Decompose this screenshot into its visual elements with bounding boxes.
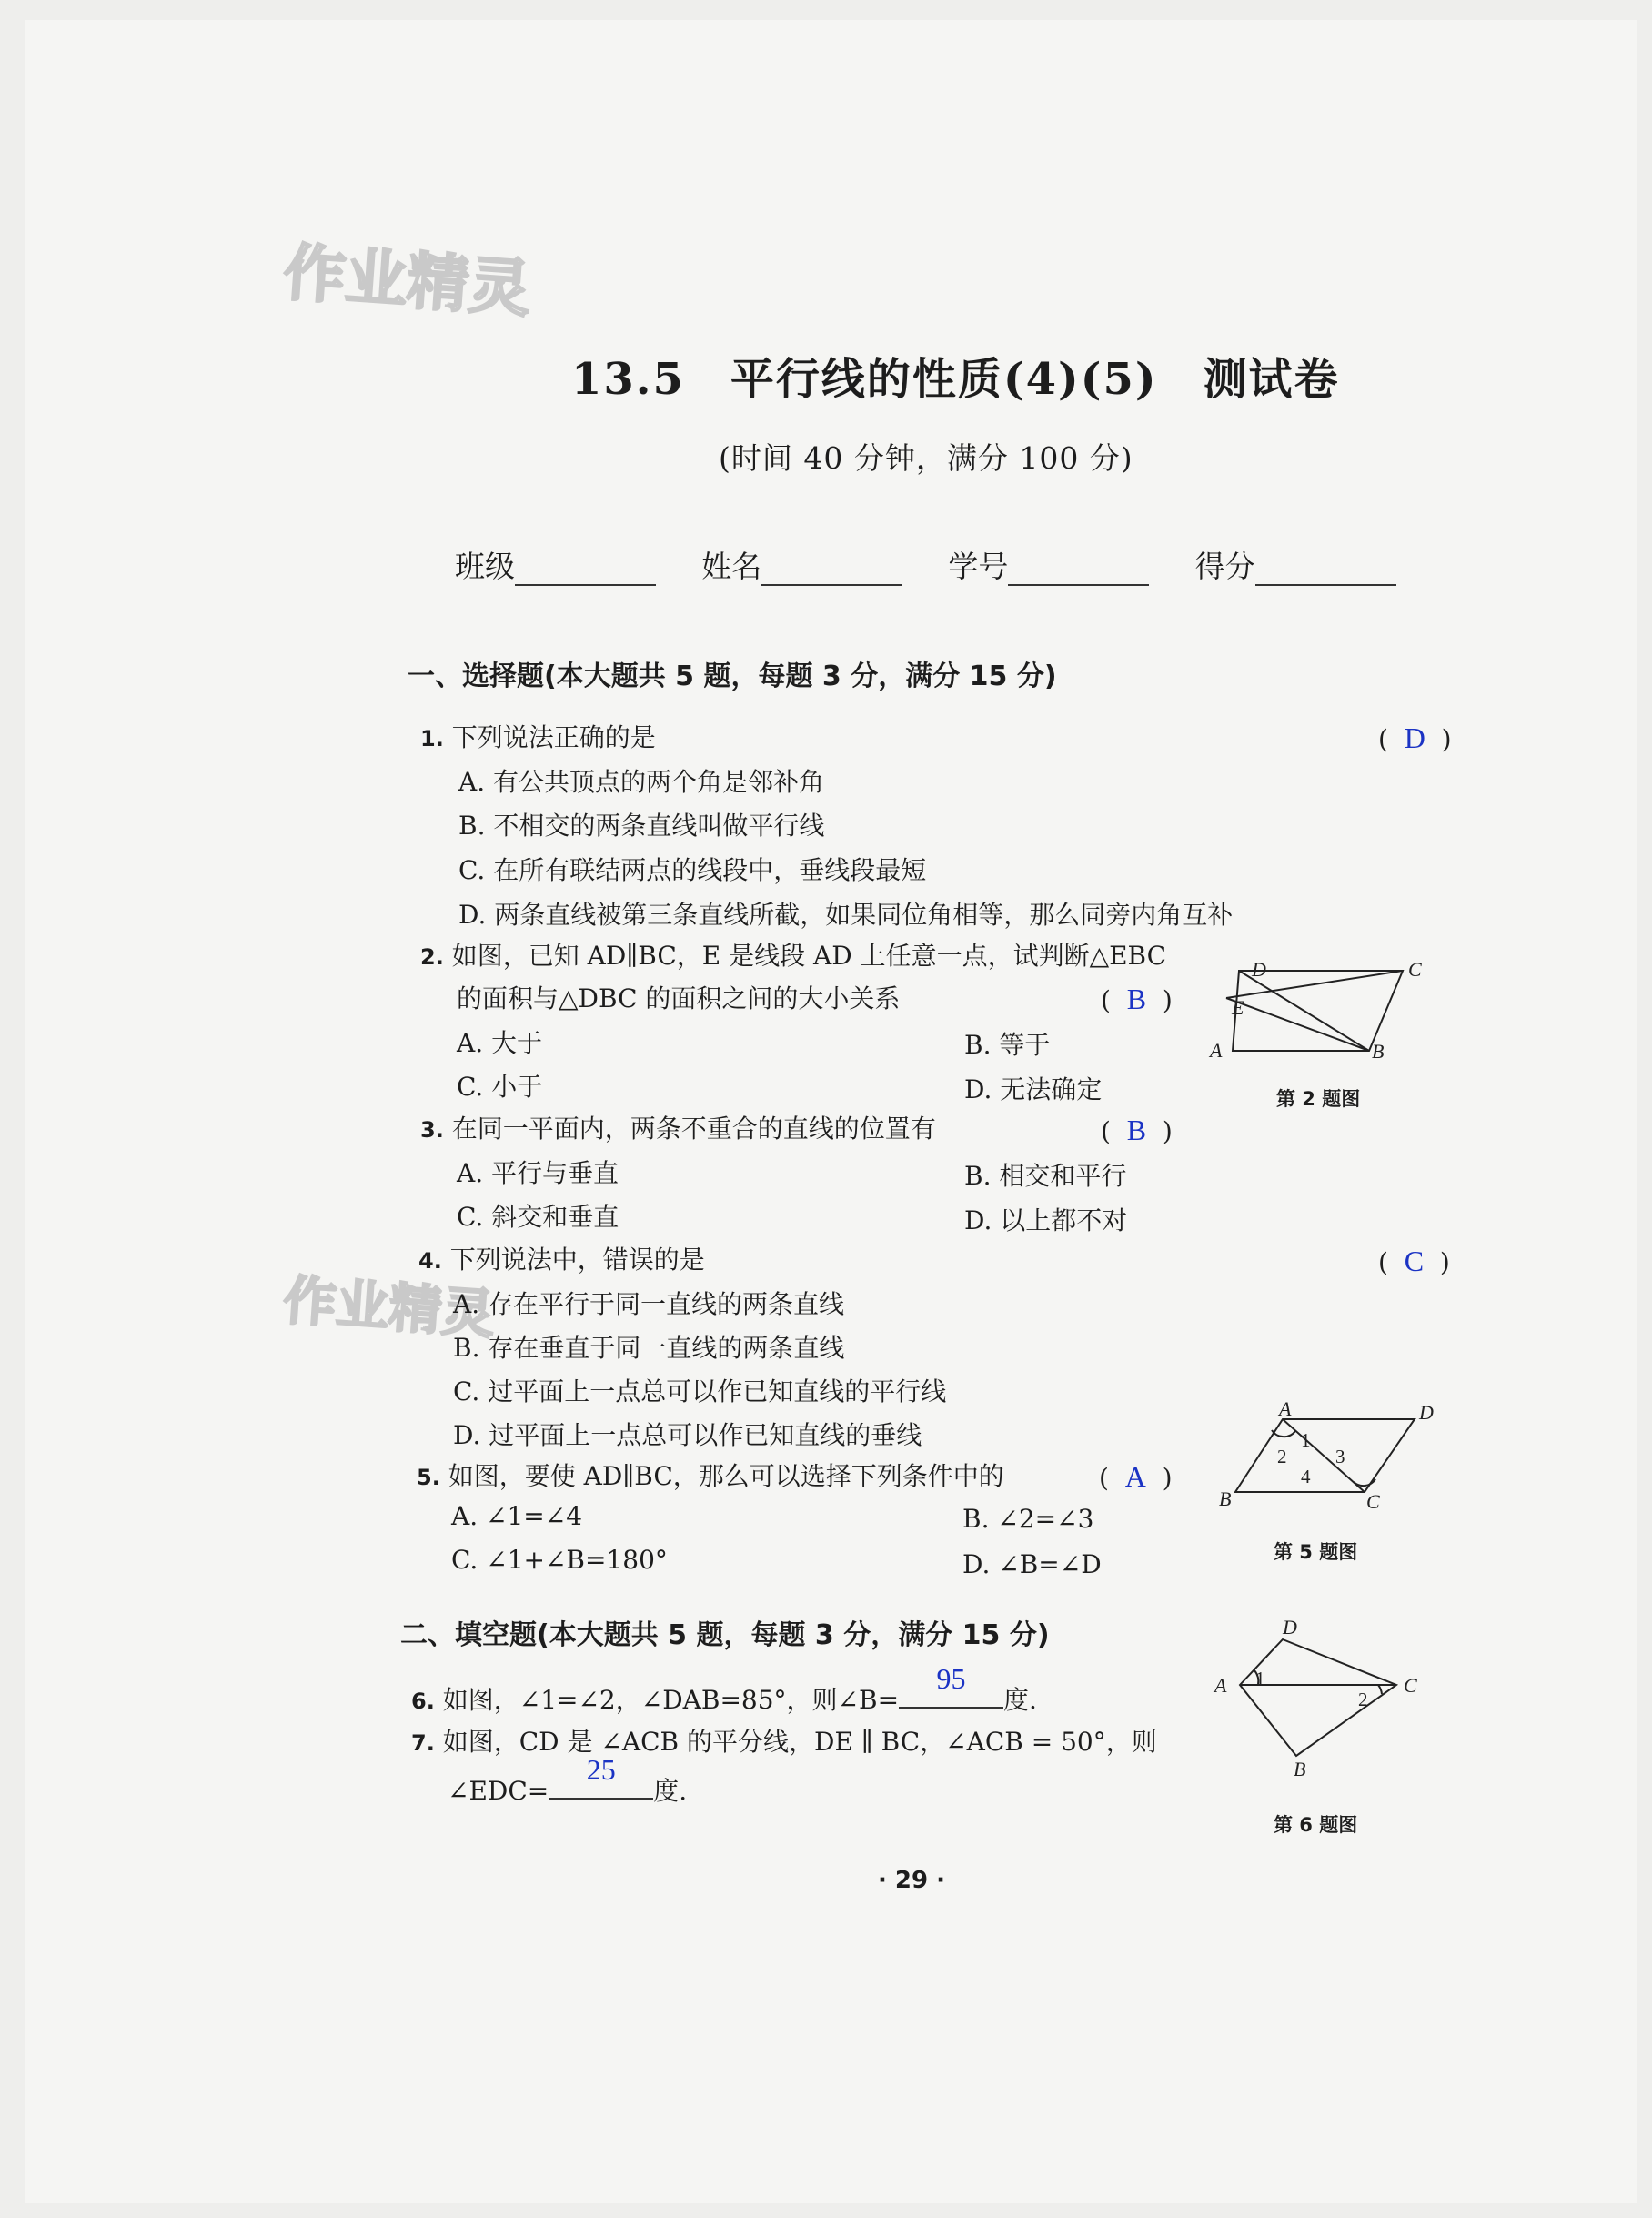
diagonal-ac: [1283, 1419, 1365, 1492]
question-text: 如图，要使 AD∥BC，那么可以选择下列条件中的: [448, 1461, 1004, 1491]
q4-option-a: A. 存在平行于同一直线的两条直线: [453, 1289, 845, 1319]
answer-box-3: ( B ): [1101, 1114, 1173, 1146]
q5-option-b: B. ∠2=∠3: [962, 1504, 1094, 1534]
answer-7: 25: [586, 1753, 616, 1786]
question-number: 1.: [420, 726, 444, 751]
question-text: ∠EDC=: [448, 1776, 549, 1806]
section2-title: 二、填空题(本大题共 5 题，每题 3 分，满分 15 分): [400, 1619, 1050, 1651]
answer-5: A: [1124, 1460, 1146, 1493]
class-label: 班级: [455, 549, 515, 584]
watermark-middle: 作业精灵: [281, 1268, 497, 1346]
question-text: 下列说法中，错误的是: [449, 1245, 705, 1275]
label-c: C: [1366, 1490, 1380, 1513]
label-b: B: [1219, 1487, 1232, 1510]
student-id-label: 学号: [948, 549, 1009, 584]
question-text-line1: 如图，CD 是 ∠ACB 的平分线，DE ∥ BC，∠ACB = 50°，则: [442, 1727, 1157, 1757]
student-id-input[interactable]: [1008, 557, 1149, 586]
question-text: 下列说法正确的是: [451, 722, 656, 752]
section1-title: 一、选择题(本大题共 5 题，每题 3 分，满分 15 分): [408, 660, 1057, 692]
question-2: [420, 935, 1166, 978]
question-6: [411, 1662, 1037, 1722]
label-a: A: [1210, 1039, 1223, 1062]
q3-option-a: A. 平行与垂直: [457, 1158, 620, 1188]
angle-4: 4: [1301, 1466, 1311, 1487]
score-label: 得分: [1194, 549, 1255, 584]
figure-6: [1205, 1619, 1442, 1783]
label-b: B: [1372, 1040, 1385, 1063]
label-c: C: [1404, 1674, 1417, 1697]
page-subtitle: (时间 40 分钟，满分 100 分): [719, 440, 1133, 476]
figure-5: [1210, 1401, 1437, 1519]
q3-option-c: C. 斜交和垂直: [457, 1202, 620, 1232]
q2-option-a: A. 大于: [457, 1028, 543, 1058]
quadrilateral-adcb: [1240, 1639, 1396, 1756]
question-4: [418, 1239, 705, 1282]
name-input[interactable]: [761, 557, 902, 586]
q1-option-c: C. 在所有联结两点的线段中，垂线段最短: [458, 855, 927, 885]
question-number: 4.: [418, 1248, 442, 1274]
answer-6: 95: [936, 1662, 966, 1695]
answer-1: D: [1404, 721, 1425, 754]
q5-option-d: D. ∠B=∠D: [962, 1549, 1102, 1579]
q5-option-c: C. ∠1+∠B=180°: [451, 1545, 668, 1575]
answer-3: B: [1126, 1114, 1147, 1146]
figure-2-caption: 第 2 题图: [1276, 1088, 1361, 1110]
q3-option-d: D. 以上都不对: [964, 1205, 1128, 1235]
question-number: 3.: [420, 1117, 444, 1143]
q5-option-a: A. ∠1=∠4: [451, 1501, 583, 1531]
class-input[interactable]: [515, 557, 656, 586]
question-text: 在同一平面内，两条不重合的直线的位置有: [451, 1114, 936, 1144]
figure-6-caption: 第 6 题图: [1274, 1814, 1358, 1836]
q1-option-d: D. 两条直线被第三条直线所截，如果同位角相等，那么同旁内角互补: [458, 900, 1234, 930]
answer-blank-6[interactable]: [899, 1662, 1003, 1709]
question-number: 6.: [411, 1689, 435, 1714]
question-3: [420, 1108, 936, 1151]
angle-1: 1: [1255, 1668, 1265, 1689]
q2-option-d: D. 无法确定: [964, 1074, 1103, 1104]
question-5: [417, 1456, 1004, 1498]
angle-3: 3: [1335, 1446, 1345, 1467]
label-e: E: [1232, 996, 1244, 1019]
answer-box-2: ( B ): [1101, 983, 1173, 1015]
angle-arc-2: [1378, 1685, 1382, 1694]
q3-option-b: B. 相交和平行: [964, 1161, 1127, 1191]
q4-option-c: C. 过平面上一点总可以作已知直线的平行线: [453, 1376, 947, 1406]
angle-1: 1: [1301, 1429, 1311, 1451]
question-7-line2: [448, 1753, 688, 1812]
watermark-top: 作业精灵: [281, 237, 534, 327]
question-text-after: 度.: [1003, 1685, 1037, 1715]
question-text: 如图，∠1=∠2，∠DAB=85°，则∠B=: [442, 1685, 900, 1715]
answer-blank-7[interactable]: [549, 1753, 653, 1800]
figure-5-caption: 第 5 题图: [1274, 1541, 1358, 1563]
label-d: D: [1419, 1401, 1434, 1424]
q4-option-b: B. 存在垂直于同一直线的两条直线: [453, 1333, 845, 1363]
q4-option-d: D. 过平面上一点总可以作已知直线的垂线: [453, 1420, 922, 1450]
label-a: A: [1279, 1401, 1292, 1420]
question-number: 7.: [411, 1730, 435, 1756]
answer-box-5: ( A ): [1099, 1460, 1173, 1493]
label-d: D: [1283, 1619, 1297, 1638]
answer-2: B: [1126, 983, 1147, 1015]
answer-box-4: ( C ): [1378, 1245, 1450, 1277]
answer-box-1: ( D ): [1378, 721, 1452, 754]
name-label: 姓名: [701, 549, 762, 584]
page-number: · 29 ·: [878, 1867, 946, 1894]
q1-option-a: A. 有公共顶点的两个角是邻补角: [458, 767, 825, 797]
label-d: D: [1252, 960, 1266, 981]
question-text-line1: 如图，已知 AD∥BC，E 是线段 AD 上任意一点，试判断△EBC: [451, 941, 1167, 971]
label-c: C: [1408, 960, 1422, 981]
score-input[interactable]: [1255, 557, 1396, 586]
question-7: [411, 1721, 1157, 1764]
question-1: [420, 717, 656, 760]
answer-4: C: [1404, 1245, 1425, 1277]
angle-2: 2: [1358, 1689, 1368, 1710]
question-number: 2.: [420, 944, 444, 970]
page-title: 13.5 平行线的性质(4)(5) 测试卷: [571, 354, 1340, 405]
info-fields: [455, 543, 1396, 586]
label-b: B: [1294, 1758, 1306, 1780]
q2-option-b: B. 等于: [964, 1030, 1051, 1060]
question-text-after: 度.: [653, 1776, 688, 1806]
q2-option-c: C. 小于: [457, 1072, 543, 1102]
label-a: A: [1214, 1674, 1227, 1697]
question-2-line2: 的面积与△DBC 的面积之间的大小关系: [457, 983, 901, 1013]
angle-2: 2: [1277, 1446, 1287, 1467]
question-number: 5.: [417, 1465, 440, 1490]
figure-2: [1201, 960, 1437, 1069]
q1-option-b: B. 不相交的两条直线叫做平行线: [458, 811, 825, 841]
